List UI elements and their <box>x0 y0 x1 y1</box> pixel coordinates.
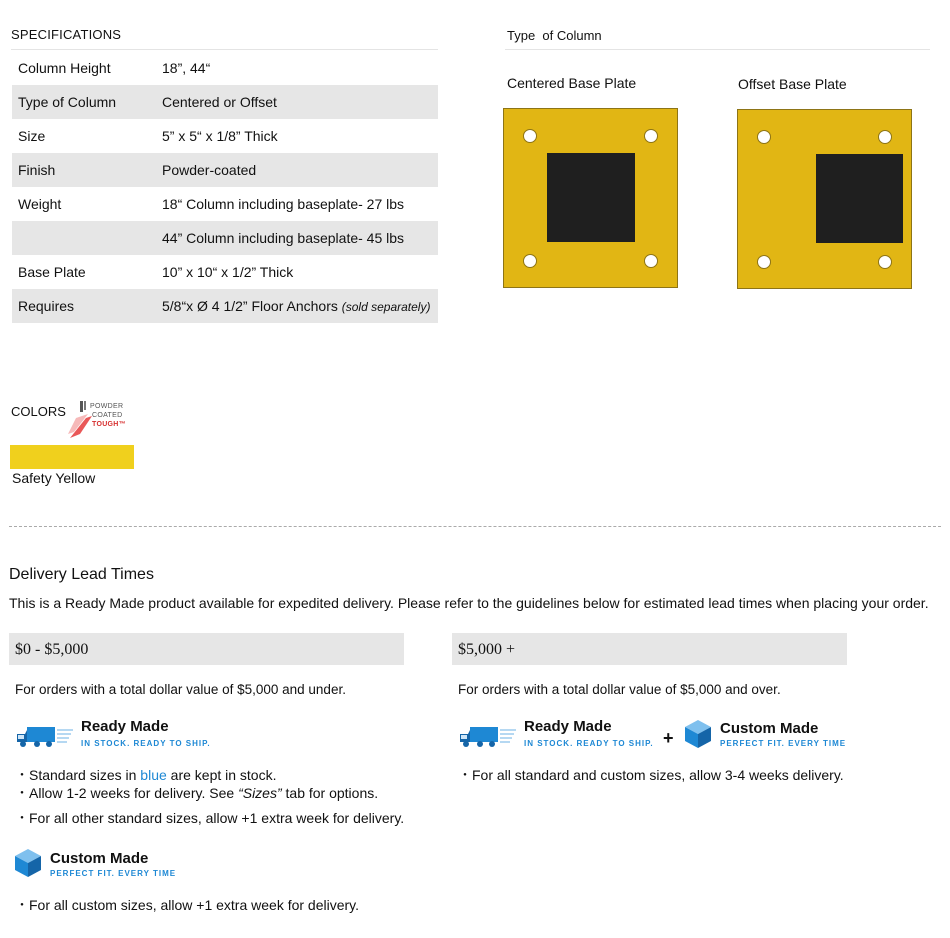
bullet-text: ・Allow 1-2 weeks for delivery. See <box>15 785 239 801</box>
spec-value: 44” Column including baseplate- 45 lbs <box>162 230 405 246</box>
column-post <box>816 154 903 243</box>
column-post <box>547 153 635 242</box>
spec-row <box>12 289 438 323</box>
specifications-title: SPECIFICATIONS <box>11 27 122 42</box>
price-range-under-5000: $0 - $5,000 <box>9 633 404 665</box>
logo-line1: POWDER <box>90 403 124 410</box>
bolt-hole <box>757 255 771 269</box>
spec-label <box>12 221 162 255</box>
cube-icon <box>684 719 712 749</box>
spec-row <box>12 85 438 119</box>
ready-made-title: Ready Made <box>81 718 169 735</box>
order-text-over: For orders with a total dollar value of $5,000 and over. <box>458 682 781 697</box>
spec-label: Size <box>18 128 46 144</box>
delivery-title: Delivery Lead Times <box>9 566 154 583</box>
centered-plate-label: Centered Base Plate <box>507 75 637 91</box>
sizes-tab-reference: “Sizes” <box>238 785 282 801</box>
specifications-table <box>12 51 438 323</box>
spec-label: Column Height <box>18 60 111 76</box>
custom-made-subtitle: PERFECT FIT. EVERY TIME <box>50 869 177 878</box>
bolt-hole <box>523 129 537 143</box>
price-range-over-5000: $5,000 + <box>452 633 847 665</box>
spec-value-text: 5/8“x Ø 4 1/2” Floor Anchors <box>162 298 338 314</box>
custom-made-title: Custom Made <box>720 720 819 737</box>
spec-row <box>12 153 438 187</box>
type-of-column-divider <box>505 49 930 50</box>
spec-value: Centered or Offset <box>162 94 277 110</box>
spec-value: Powder-coated <box>162 162 257 178</box>
bolt-hole <box>878 130 892 144</box>
bolt-hole <box>644 129 658 143</box>
spec-note: (sold separately) <box>341 300 431 314</box>
spec-value: 18“ Column including baseplate- 27 lbs <box>162 196 405 212</box>
spec-label: Finish <box>18 162 56 178</box>
spec-row <box>12 187 438 221</box>
offset-plate-label: Offset Base Plate <box>738 76 847 92</box>
ready-made-title: Ready Made <box>524 718 612 735</box>
cube-icon <box>14 848 42 878</box>
spec-label: Requires <box>18 298 75 314</box>
bullet-allow-weeks <box>15 783 378 803</box>
bullet-text: are kept in stock. <box>166 767 277 783</box>
bullet-custom-sizes: ・For all custom sizes, allow +1 extra week for delivery. <box>15 897 360 913</box>
delivery-intro: This is a Ready Made product available for expedited delivery. Please refer to the guidelines below for estimated lead times when placing your order. <box>9 595 929 611</box>
logo-line2: COATED <box>92 412 123 419</box>
bullet-all-sizes: ・For all standard and custom sizes, allow 3-4 weeks delivery. <box>458 767 844 783</box>
spec-label: Weight <box>18 196 62 212</box>
ready-made-subtitle: IN STOCK. READY TO SHIP. <box>524 739 654 748</box>
plus-sign: + <box>663 728 674 748</box>
type-of-column-title: Type of Column <box>507 28 602 43</box>
bolt-hole <box>523 254 537 268</box>
spec-value <box>162 289 438 323</box>
spec-value: 18”, 44“ <box>162 60 211 76</box>
bolt-hole <box>878 255 892 269</box>
ready-made-subtitle: IN STOCK. READY TO SHIP. <box>81 739 211 748</box>
custom-made-title: Custom Made <box>50 850 149 867</box>
logo-line3: TOUGH™ <box>92 421 126 428</box>
section-divider <box>9 526 941 527</box>
powder-coated-tough-logo <box>66 398 130 438</box>
spec-row <box>12 119 438 153</box>
spec-label: Type of Column <box>18 94 117 110</box>
order-text-under: For orders with a total dollar value of $5,000 and under. <box>15 682 346 697</box>
spec-value: 10” x 10“ x 1/2” Thick <box>162 264 294 280</box>
spec-row <box>12 255 438 289</box>
color-swatch-safety-yellow[interactable] <box>10 445 134 469</box>
specifications-divider <box>11 49 438 50</box>
centered-base-plate-diagram <box>503 108 678 288</box>
truck-icon <box>15 724 75 750</box>
custom-made-subtitle: PERFECT FIT. EVERY TIME <box>720 739 847 748</box>
spec-row <box>12 221 438 255</box>
spec-row <box>12 51 438 85</box>
color-swatch-label: Safety Yellow <box>12 470 96 486</box>
blue-word: blue <box>140 767 167 783</box>
offset-base-plate-diagram <box>737 109 912 289</box>
bullet-text: ・Standard sizes in <box>15 767 141 783</box>
bullet-text: tab for options. <box>281 785 379 801</box>
bolt-hole <box>757 130 771 144</box>
truck-icon <box>458 724 518 750</box>
bullet-standard-sizes <box>15 765 276 785</box>
bolt-hole <box>644 254 658 268</box>
spec-value: 5” x 5“ x 1/8” Thick <box>162 128 278 144</box>
bullet-other-sizes: ・For all other standard sizes, allow +1 extra week for delivery. <box>15 810 405 826</box>
spec-label: Base Plate <box>18 264 86 280</box>
colors-title: COLORS <box>11 404 66 419</box>
